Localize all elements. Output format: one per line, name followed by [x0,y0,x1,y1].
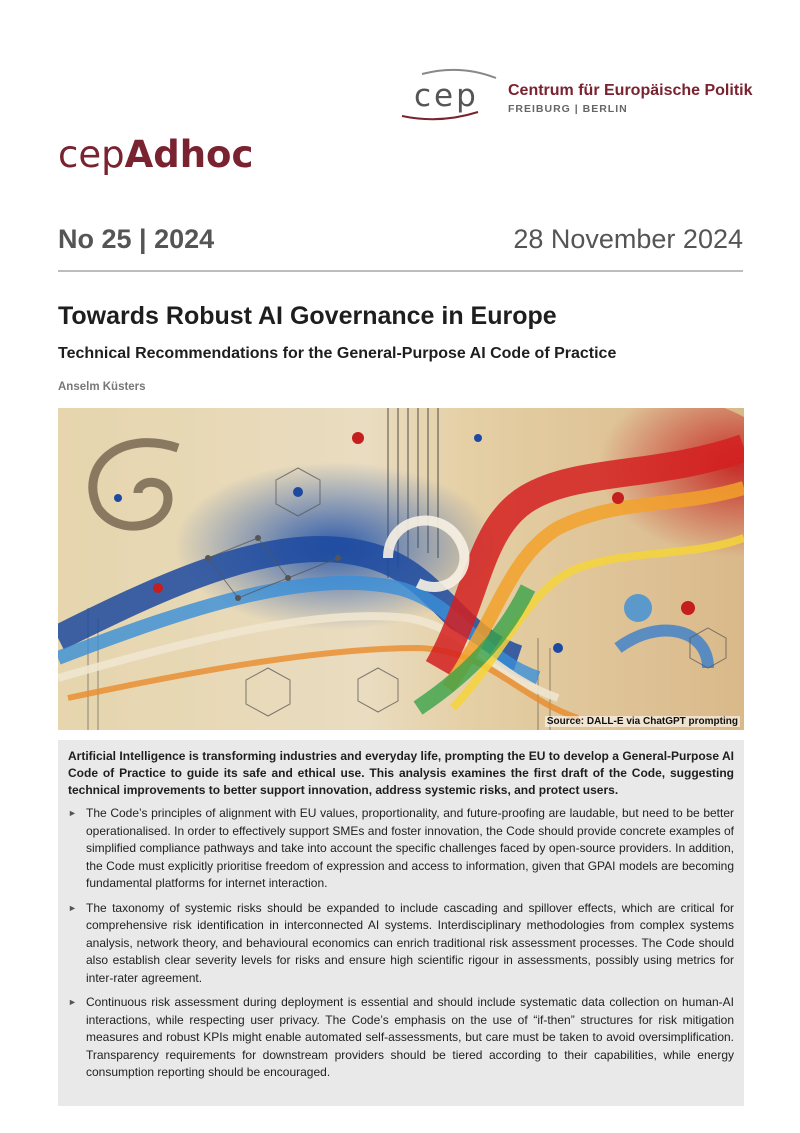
logo-mark [400,66,500,126]
org-name: Centrum für Europäische Politik [508,82,753,99]
triangle-bullet-icon: ► [68,997,77,1007]
header-divider [58,270,743,272]
issue-number: No 25 | 2024 [58,224,215,254]
brand-prefix: cep [58,133,125,176]
abstract-art-image [58,408,744,730]
triangle-bullet-icon: ► [68,902,77,913]
list-item-text: Continuous risk assessment during deployment is essential and should include systematic data collection on human-AI interactions, while respecting user privacy. The Code’s emphasis on the use of “if-then” structures for risk mitigation measures and robust KPIs might enable automated self-assessments, but care must be taken to avoid oversimplification. Transparency requirements for downstream providers should be tiered according to their capabilities, while energy consumption reporting should be encouraged. [86,995,734,1079]
brand-suffix: Adhoc [124,133,254,176]
summary-panel [58,740,744,1106]
series-brand [58,133,253,176]
list-item [68,805,734,893]
page-subtitle: Technical Recommendations for the General-Purpose AI Code of Practice [58,345,617,362]
page-title: Towards Robust AI Governance in Europe [58,302,557,330]
list-item-text: The taxonomy of systemic risks should be expanded to include cascading and spillover effects, which are critical for comprehensive risk identification in interconnected AI systems. Interdisciplinary methodologies from complex systems analysis, network theory, and behavioural economics can enrich traditional risk assessment processes. The Code should also establish clear severity levels for risks and ensure high scientific rigour in assessments, possibly using metrics for inter-rater agreement. [86,900,734,985]
author-name: Anselm Küsters [58,381,146,393]
list-item-text: The Code’s principles of alignment with EU values, proportionality, and future-proofing are laudable, but need to be better operationalised. In order to effectively support SMEs and foster innovation, the Code should provide concrete examples of simplified compliance pathways and take into account the specific challenges faced by open-source providers. In addition, the Code must explicitly prioritise freedom of expression and access to information, given that GPAI models are becoming fundamental platforms for internet interaction. [86,806,734,890]
list-item [68,994,734,1082]
key-points-list [68,805,734,1082]
hero-image [58,408,744,730]
logo-text: cep [414,78,479,114]
list-item [68,900,734,988]
summary-intro: Artificial Intelligence is transforming industries and everyday life, prompting the EU to develop a General-Purpose AI Code of Practice to guide its safe and ethical use. This analysis examines the first draft of the Code, suggesting technical improvements to better support innovation, address systemic risks, and protect users. [68,749,734,797]
triangle-bullet-icon: ► [68,808,77,818]
cep-logo [400,66,753,126]
issue-date: 28 November 2024 [513,224,743,254]
image-credit: Source: DALL-E via ChatGPT prompting [546,716,738,727]
org-cities: FREIBURG | BERLIN [508,103,628,115]
